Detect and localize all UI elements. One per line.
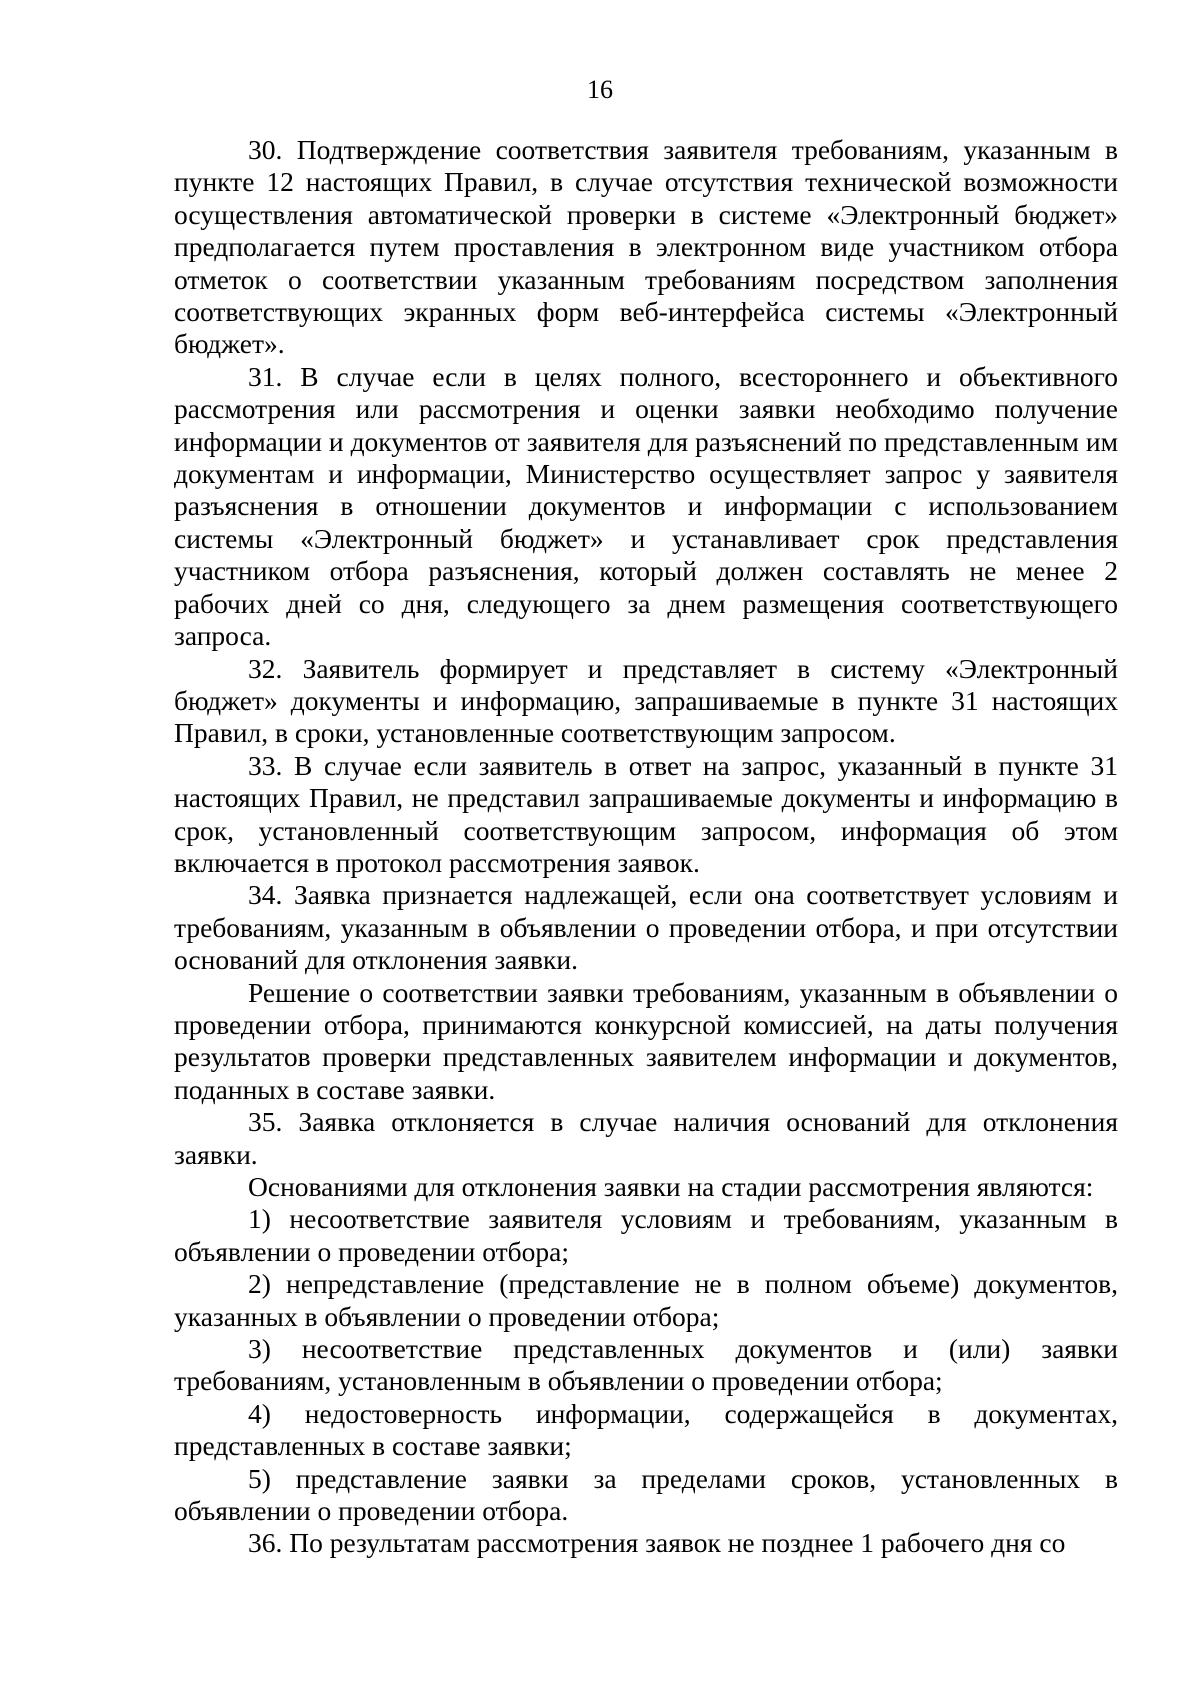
paragraph-35: 35. Заявка отклоняется в случае наличия оснований для отклонения заявки.: [174, 1106, 1118, 1170]
list-item-3: 3) несоответствие представленных документов и (или) заявки требованиям, установленным в объявлении о проведении отбора;: [174, 1333, 1118, 1397]
paragraph-34-decision: Решение о соответствии заявки требованиям, указанным в объявлении о проведении отбора, принимаются конкурсной комиссией, на даты получения результатов проверки представленных заявителем информации и документов, поданных в составе заявки.: [174, 976, 1118, 1105]
paragraph-31: 31. В случае если в целях полного, всестороннего и объективного рассмотрения или рассмотрения и оценки заявки необходимо получение информации и документов от заявителя для разъяснений по представленным им документам и информации, Министерство осуществляет запрос у заявителя разъяснения в отношении документов и информации с использованием системы «Электронный бюджет» и устанавливает срок представления участником отбора разъяснения, который должен составлять не менее 2 рабочих дней со дня, следующего за днем размещения соответствующего запроса.: [174, 360, 1118, 652]
paragraph-34: 34. Заявка признается надлежащей, если она соответствует условиям и требованиям, указанным в объявлении о проведении отбора, и при отсутствии оснований для отклонения заявки.: [174, 879, 1118, 976]
list-item-1: 1) несоответствие заявителя условиям и требованиям, указанным в объявлении о проведении отбора;: [174, 1203, 1118, 1267]
paragraph-36: 36. По результатам рассмотрения заявок не позднее 1 рабочего дня со: [248, 1527, 1066, 1559]
list-item-4: 4) недостоверность информации, содержащейся в документах, представленных в составе заявки;: [174, 1397, 1118, 1462]
paragraph-35-grounds-intro: Основаниями для отклонения заявки на стадии рассмотрения являются:: [248, 1171, 1094, 1202]
list-item-2: 2) непредставление (представление не в полном объеме) документов, указанных в объявлении о проведении отбора;: [174, 1268, 1118, 1332]
list-item-5: 5) представление заявки за пределами сроков, установленных в объявлении о проведении отбора.: [174, 1462, 1118, 1527]
paragraph-32: 32. Заявитель формирует и представляет в систему «Электронный бюджет» документы и информацию, запрашиваемые в пункте 31 настоящих Правил, в сроки, установленные соответствующим запросом.: [174, 652, 1118, 749]
page-number: 16: [587, 75, 613, 104]
document-body: [174, 134, 1118, 1560]
paragraph-33: 33. В случае если заявитель в ответ на запрос, указанный в пункте 31 настоящих Правил, не представил запрашиваемые документы и информацию в срок, установленный соответствующим запросом, информация об этом включается в протокол рассмотрения заявок.: [174, 749, 1118, 878]
paragraph-30: 30. Подтверждение соответствия заявителя требованиям, указанным в пункте 12 настоящих Правил, в случае отсутствия технической возможности осуществления автоматической проверки в системе «Электронный бюджет» предполагается путем проставления в электронном виде участником отбора отметок о соответствии указанным требованиям посредством заполнения соответствующих экранных форм веб-интерфейса системы «Электронный бюджет».: [174, 134, 1118, 360]
